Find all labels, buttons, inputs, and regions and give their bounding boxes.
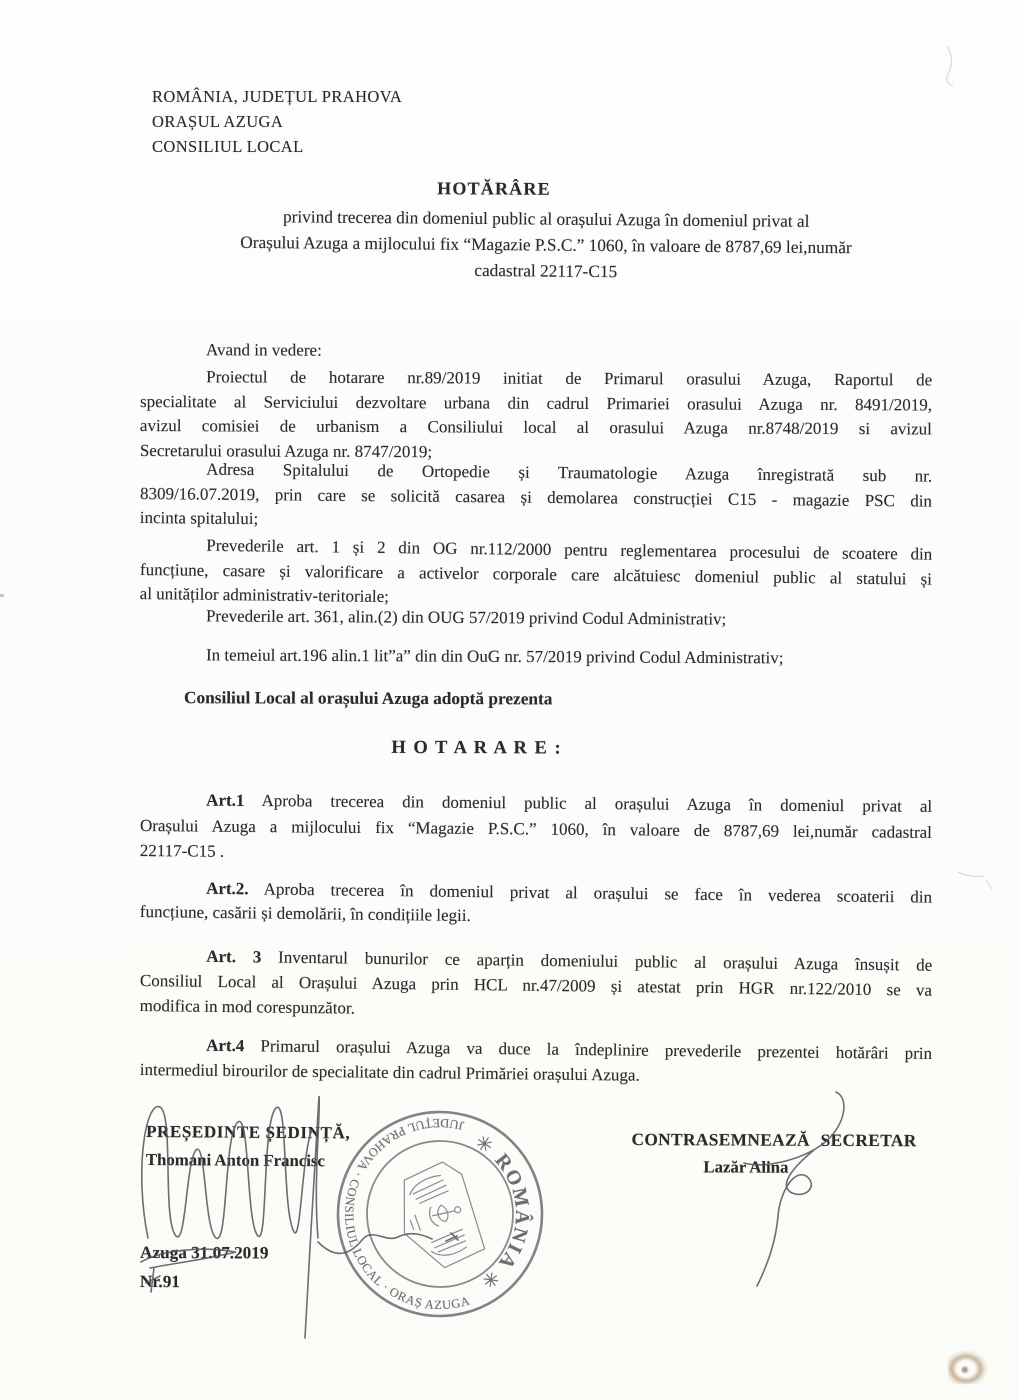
article-4: [140, 1033, 933, 1091]
scan-smudge-bottom-right: [948, 1350, 988, 1384]
paragraph-line: Adresa Spitalului de Ortopedie și Traumatologie Azuga înregistrată sub nr.: [206, 459, 933, 486]
paragraph-line: 8309/16.07.2019, prin care se solicită casarea și demolarea construcției C15 - magazie PSC din: [139, 483, 933, 511]
article-4-label: Art.4: [206, 1035, 245, 1056]
official-round-stamp: [330, 1104, 550, 1324]
stamp-country-text: ✳ ROMÂNIA ✳: [470, 1130, 534, 1294]
scan-edge-speck: [0, 594, 4, 597]
decision-heading: H O T A R A R E :: [391, 737, 561, 759]
document-title: HOTĂRÂRE: [437, 178, 551, 199]
subject-line-2: Orașului Azuga a mijlocului fix “Magazie P.S.C.” 1060, în valoare de 8787,69 lei,număr: [240, 232, 852, 258]
paragraph-line: Prevederile art. 1 și 2 din OG nr.112/2000 pentru reglementarea procesului de scoatere din: [206, 535, 933, 564]
stamp-ring-text: JUDEȚUL PRAHOVA · CONSILIUL LOCAL · ORAȘ AZUGA: [342, 1115, 472, 1313]
coat-of-arms-crest: [386, 1157, 490, 1276]
paragraph-line: incinta spitalului;: [139, 507, 259, 529]
header-town: ORAȘUL AZUGA: [152, 112, 284, 131]
issuing-authority-header: [152, 84, 402, 159]
svg-text:✳ ROMÂNIA ✳: [470, 1129, 538, 1294]
president-signature-block: [146, 1118, 351, 1175]
paragraph-line: Proiectul de hotarare nr.89/2019 initiat de Primarul orasului Azuga, Raportul de: [206, 367, 933, 390]
article-3: [140, 943, 933, 1028]
decision-number: Nr.91: [139, 1272, 180, 1292]
president-role-label: PREȘEDINTE ȘEDINȚĂ,: [146, 1122, 351, 1143]
preamble-paragraph-oug57: Prevederile art. 361, alin.(2) din OUG 57/2019 privind Codul Administrativ;: [205, 606, 727, 629]
paragraph-line: avizul comisiei de urbanism a Consiliului local al orasului Azuga nr.8748/2019 si avizul: [139, 415, 932, 439]
secretary-signature: [744, 1092, 844, 1286]
document-subject: [140, 203, 953, 288]
scan-faint-mark-right: [958, 872, 992, 889]
paragraph-line: funcțiune, casare și valorificare a activelor corporale care alcătuiesc domeniul public al statului și: [139, 559, 933, 589]
secretary-role-label: CONTRASEMNEAZĂ SECRETAR: [631, 1130, 917, 1151]
preamble-intro: Avand in vedere:: [205, 340, 322, 360]
subject-line-1: privind trecerea din domeniul public al orașului Azuga în domeniul privat al: [282, 207, 810, 231]
adoption-statement: Consiliul Local al orașului Azuga adoptă prezenta: [183, 688, 553, 709]
article-line: modifica in mod corespunzător.: [139, 995, 356, 1018]
header-council: CONSILIUL LOCAL: [152, 137, 304, 156]
article-line: funcțiune, casării și demolării, în condițiile legii.: [139, 901, 471, 926]
preamble-paragraph-og112: [140, 533, 933, 616]
article-1-label: Art.1: [206, 790, 245, 810]
article-line: Art.2. Aproba trecerea în domeniul privat al orașului se face în vederea scoaterii din: [206, 878, 933, 907]
article-2: [140, 876, 933, 934]
article-1: [140, 787, 933, 870]
article-line: Art. 3 Inventarul bunurilor ce aparțin domeniului public al orașului Azuga însușit de: [206, 946, 933, 975]
article-line: 22117-C15 .: [139, 840, 225, 861]
paragraph-line: specialitate al Serviciului dezvoltare urbana din cadrul Primariei orasului Azuga nr. 8491/2019,: [140, 391, 933, 414]
header-country-county: ROMÂNIA, JUDEȚUL PRAHOVA: [152, 87, 403, 106]
secretary-signature-block: [628, 1126, 920, 1181]
paragraph-line: Secretarului orasului Azuga nr. 8747/2019;: [139, 440, 433, 461]
secretary-name: Lazăr Alina: [703, 1157, 789, 1177]
preamble-paragraph-project: [140, 365, 932, 466]
preamble-paragraph-legal-basis: In temeiul art.196 alin.1 lit”a” din din OuG nr. 57/2019 privind Codul Administrativ;: [205, 645, 784, 668]
subject-line-3: cadastral 22117-C15: [474, 260, 618, 282]
scan-pencil-mark-top-right: [947, 46, 953, 86]
article-line: intermediul birourilor de specialitate din cadrul Primăriei orașului Azuga.: [139, 1059, 640, 1085]
issue-footer: [140, 1238, 269, 1296]
article-line: Orașului Azuga a mijlocului fix “Magazie P.S.C.” 1060, în valoare de 8787,69 lei,număr cadastral: [139, 815, 933, 842]
article-line: Consiliul Local al Orașului Azuga prin HCL nr.47/2009 și atestat prin HGR nr.122/2010 se va: [139, 971, 933, 1000]
preamble-paragraph-hospital: [140, 457, 933, 538]
article-line: Art.1 Aproba trecerea din domeniul public al orașului Azuga în domeniul privat al: [206, 790, 933, 816]
place-and-date: Azuga 31.07.2019: [140, 1243, 269, 1263]
article-2-label: Art.2.: [206, 878, 249, 899]
president-name: Thomani Anton Francisc: [145, 1149, 325, 1171]
article-3-label: Art. 3: [206, 946, 262, 967]
paragraph-line: al unităților administrativ-teritoriale;: [139, 583, 390, 607]
article-line: Art.4 Primarul orașului Azuga va duce la îndeplinire prevederile prezentei hotărâri prin: [206, 1035, 933, 1063]
